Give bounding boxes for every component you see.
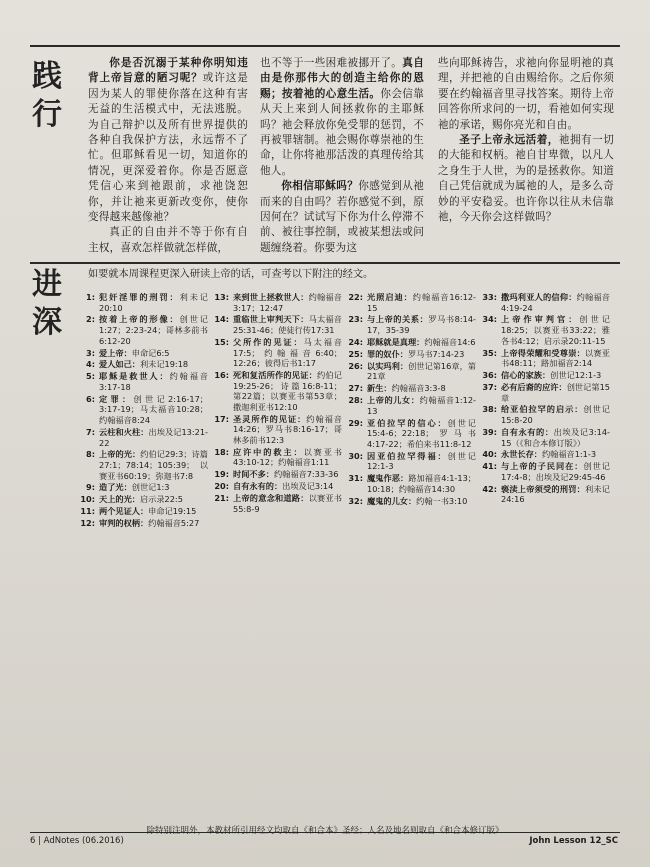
reference-number: 29: [348,417,363,428]
reference-topic: 魔鬼作恶： [367,473,409,484]
reference-topic: 应许中的救主： [233,446,304,457]
reference-number: 33: [482,292,497,302]
reference-topic: 天上的光： [99,494,140,505]
reference-item [346,314,476,335]
body-text: 你会信靠从天上来到人间拯救你的主耶稣吗？祂会释放你免受罪的惩罚，不再被罪辖制。祂会赐你尊崇祂的生命，让你将祂那活泼的真理传给其他人。 [260,87,424,177]
reference-topic: 必有后裔的应许： [501,381,567,392]
emphasis-text: 圣子上帝永远活着， [459,134,559,147]
reference-body [367,418,476,450]
reference-verses: 利未记24:16 [501,483,610,505]
reference-number: 16: [214,370,229,381]
reference-body [99,292,208,313]
reference-verses: 以赛亚书55:8-9 [233,493,342,514]
reference-verses: 创世记18:25；以赛亚书33:22；雅各书4:12；启示录20:11-15 [501,314,610,346]
reference-number: 32: [348,495,363,506]
reference-body [99,449,208,481]
reference-item [78,449,208,481]
reference-body [367,349,476,360]
reference-verses: 启示录22:5 [139,494,183,505]
reference-topic: 爱上帝： [99,347,132,358]
reference-body [501,461,610,482]
reference-item [480,404,610,425]
reference-topic: 父所作的见证： [233,336,304,347]
reference-body [233,370,342,412]
section-divider [30,262,620,264]
reference-number: 38: [482,404,497,415]
reference-body [99,506,208,517]
reference-item [346,395,476,416]
reference-item [212,493,342,514]
section-title-practice [30,58,64,134]
reference-body [233,314,342,335]
body-text: 也不等于一些困难被挪开了。 [260,57,403,69]
reference-item [480,370,610,381]
body-text: 真正的自由并不等于你有自主权，喜欢怎样做就怎样做， [88,226,248,254]
reference-verses: 约翰福音4:19-24 [501,292,610,313]
reference-number: 27: [348,383,363,394]
reference-body [501,449,610,460]
reference-item [480,348,610,369]
reference-column-3 [346,292,476,508]
reference-body [501,314,610,346]
reference-verses: 创世记1:3 [131,482,170,493]
reference-number: 14: [214,314,229,325]
reference-verses: 约翰福音3:17-18 [99,371,208,392]
reference-number: 26: [348,360,363,371]
reference-topic: 耶稣是救世人： [99,371,170,382]
reference-verses: 约翰福音16:12-15 [367,292,476,313]
reference-topic: 信心的家族： [501,370,551,381]
reference-verses: 以赛亚书48:11；路加福音2:14 [501,347,610,369]
reference-body [233,292,342,313]
reference-item [212,469,342,480]
reference-topic: 亚伯拉罕的信心： [367,417,448,428]
reference-item [212,447,342,468]
reference-item [480,382,610,403]
reference-body [501,484,610,505]
reference-topic: 给亚伯拉罕的启示： [501,404,584,415]
reference-body [501,370,610,381]
emphasis-text: 你相信耶稣吗？ [281,180,359,193]
reference-number: 40: [482,449,497,460]
reference-number: 2: [86,314,95,325]
reference-item [346,451,476,472]
reference-topic: 两个见证人： [99,506,149,517]
reference-verses: 约翰福音1:1-3 [541,449,597,460]
reference-verses: 约伯记19:25-26；诗篇16:8-11；第22篇；以赛亚书第53章；撒迦利亚书12:10 [233,370,342,412]
reference-verses: 约翰福音14:26；罗马书8:16-17；哥林多前书12:3 [233,413,342,445]
reference-body [367,395,476,416]
reference-verses: 马太福音17:5；约翰福音6:40；12:26；彼得后书1:17 [233,336,342,369]
reference-body [367,451,476,472]
reference-item [480,314,610,346]
reference-body [99,371,208,392]
reference-body [99,314,208,346]
reference-item [78,427,208,448]
reference-topic: 撒玛利亚人的信仰： [501,292,577,302]
practice-column-3 [438,56,614,225]
reference-item [78,518,208,529]
reference-column-2 [212,292,342,516]
reference-verses: 马太福音25:31-46；使徒行传17:31 [233,314,342,336]
reference-item [78,314,208,346]
section-title-char: 深 [32,305,62,340]
reference-number: 8: [86,449,95,460]
reference-item [78,359,208,370]
reference-topic: 永世长存： [501,449,542,460]
reference-item [212,314,342,335]
reference-number: 30: [348,450,363,461]
reference-verses: 出埃及记13:21-22 [99,426,208,448]
reference-number: 6: [86,393,95,404]
reference-topic: 云柱和火柱： [99,426,149,437]
body-text: 祂拥有一切的大能和权柄。祂自甘卑微，以凡人之身生于人世，为的是拯救你。知道自己凭信就成为属祂的人，是多么奇妙的平安稳妥。也许你以往从未信靠祂，今天你会这样做吗？ [438,134,614,224]
reference-topic: 时间不多： [233,469,274,480]
reference-item [78,292,208,313]
reference-body [367,496,476,507]
reference-item [480,449,610,460]
reference-item [480,484,610,505]
reference-verses: 创世记15:4-6；22:18；罗马书4:17-22；希伯来书11:8-12 [367,417,476,449]
page-number-footer: 6 | AdNotes (06.2016) [30,836,124,846]
reference-topic: 按着上帝的形像： [99,314,180,325]
reference-number: 22: [348,292,363,302]
reference-item [78,506,208,517]
reference-number: 1: [86,292,95,302]
reference-topic: 造了光： [99,482,132,493]
reference-item [480,461,610,482]
reference-topic: 罪的奴仆： [367,348,408,359]
reference-item [212,481,342,492]
reference-item [212,414,342,446]
reference-item [78,348,208,359]
reference-number: 35: [482,347,497,358]
reference-body [501,382,610,403]
reference-number: 9: [86,482,95,493]
reference-verses: 创世记1:27；2:23-24；哥林多前书6:12-20 [99,314,208,346]
reference-item [78,394,208,426]
reference-number: 42: [482,483,497,494]
reference-body [367,361,476,382]
reference-topic: 上帝的意念和道路： [233,493,309,504]
reference-item [78,371,208,392]
reference-verses: 约翰福音5:27 [148,518,200,529]
reference-number: 20: [214,481,229,492]
reference-topic: 自有永有的： [501,426,554,437]
reference-number: 11: [80,506,95,517]
emphasis-text: 你是否沉溺于某种你明知违背上帝旨意的陋习呢？ [88,57,248,85]
reference-verses: 创世记2:16-17；3:17-19；马太福音10:28；约翰福音8:24 [99,393,208,426]
paragraph [260,56,424,179]
body-text: 或许这是因为某人的罪使你落在这种有害无益的生活模式中，无法逃脱。为自己辩护以及所有世界提供的各种自我保护方法，永远帮不了忙。但耶稣看见一切，知道你的情况，更深爱着你。你是否愿意凭信心来到祂跟前，求祂饶恕你，并让祂来更新改变你，使你变得越来越像祂？ [88,72,248,224]
reference-body [367,337,476,348]
reference-verses: 约翰福音3:17；12:47 [233,292,342,313]
reference-topic: 新生： [367,383,392,394]
reference-topic: 上帝的光： [99,449,141,460]
reference-body [233,337,342,369]
deeper-intro: 如要就本周课程更深入研读上帝的话，可查考以下附注的经文。 [88,269,374,280]
reference-body [501,292,610,313]
reference-verses: 出埃及记3:14 [282,481,334,492]
reference-verses: 约翰福音14:6 [424,336,476,347]
practice-column-1 [88,56,248,256]
reference-topic: 与上帝的子民同在： [501,461,584,472]
reference-number: 24: [348,336,363,347]
reference-verses: 以赛亚书43:10-12；约翰福音1:11 [233,446,342,468]
body-text: 些向耶稣祷告，求祂向你显明祂的真理，并把祂的自由赐给你。之后你须要在约翰福音里寻找答案。期待上帝回答你所求问的一切，看祂如何实现祂的承诺，赐你亮光和自由。 [438,57,614,131]
reference-body [367,473,476,494]
reference-topic: 与上帝的关系： [367,314,429,325]
reference-topic: 犯奸淫罪的刑罚： [99,292,180,302]
reference-number: 17: [214,413,229,424]
reference-number: 4: [86,359,95,370]
reference-topic: 光照启迪： [367,292,413,302]
reference-topic: 爱人如己： [99,359,140,370]
reference-item [346,496,476,507]
reference-item [212,292,342,313]
reference-verses: 约翰一书3:10 [416,495,468,506]
reference-topic: 亵渎上帝须受的刑罚： [501,483,585,494]
reference-topic: 死和复活所作的见证： [233,370,317,381]
scripture-source-note: 除特别注明外，本教材所引用经文均取自《和合本》圣经；人名及地名则取自《和合本修订版》 [146,826,504,836]
reference-verses: 利未记19:18 [139,359,189,370]
reference-verses: 创世记17:4-8；出埃及记29:45-46 [501,461,610,482]
reference-topic: 因亚伯拉罕得福： [367,450,448,461]
reference-body [501,427,610,448]
reference-verses: 约翰福音3:3-8 [391,383,446,394]
reference-verses: 约翰福音1:12-13 [367,395,476,416]
reference-verses: 创世记15:8-20 [501,404,610,426]
reference-number: 28: [348,395,363,406]
reference-body [367,292,476,313]
reference-body [99,518,208,529]
reference-number: 31: [348,473,363,484]
reference-item [346,473,476,494]
reference-topic: 上帝得荣耀和受尊崇： [501,347,585,358]
reference-verses: 路加福音4:1-13；10:18；约翰福音14:30 [367,473,476,494]
paragraph [260,179,424,256]
reference-body [367,383,476,394]
reference-item [346,349,476,360]
reference-body [99,348,208,359]
reference-body [99,394,208,426]
practice-column-2 [260,56,424,256]
reference-verses: 创世记第15章 [501,381,610,403]
reference-body [233,469,342,480]
reference-item [212,370,342,412]
reference-body [233,493,342,514]
reference-column-4 [480,292,610,506]
emphasis-text: 真自由是你那伟大的创造主给你的恩赐；按着祂的心意生活。 [260,57,424,100]
reference-number: 41: [482,461,497,472]
reference-item [346,361,476,382]
reference-body [233,481,342,492]
reference-number: 5: [86,371,95,382]
reference-item [346,383,476,394]
reference-body [99,427,208,448]
reference-topic: 以实玛利： [367,360,409,371]
section-title-char: 进 [32,267,62,302]
reference-number: 37: [482,381,497,392]
reference-number: 12: [80,518,95,529]
reference-number: 25: [348,348,363,359]
top-rule [30,45,620,47]
section-title-deeper [30,266,64,342]
reference-item [346,337,476,348]
reference-body [233,447,342,468]
reference-topic: 审判的权柄： [99,518,149,529]
reference-topic: 重临世上审判天下： [233,314,309,325]
reference-topic: 上帝的儿女： [367,395,420,406]
reference-topic: 耶稣就是真理： [367,336,425,347]
reference-verses: 出埃及记3:14-15（《和合本修订版》） [501,426,610,448]
reference-verses: 罗马书7:14-23 [407,348,465,359]
reference-number: 19: [214,469,229,480]
reference-number: 13: [214,292,229,302]
reference-body [99,494,208,505]
reference-body [501,404,610,425]
reference-number: 23: [348,314,363,325]
reference-number: 34: [482,314,497,325]
reference-topic: 上帝作审判官： [501,314,580,325]
reference-number: 36: [482,370,497,381]
reference-item [480,427,610,448]
reference-verses: 约翰福音7:33-36 [273,469,339,480]
reference-number: 15: [214,336,229,347]
reference-verses: 申命记19:15 [148,506,197,517]
reference-item [78,494,208,505]
reference-verses: 罗马书8:14-17，35-39 [367,314,476,336]
reference-body [99,359,208,370]
reference-number: 7: [86,426,95,437]
reference-number: 39: [482,426,497,437]
reference-topic: 魔鬼的儿女： [367,495,417,506]
reference-topic: 来到世上拯救世人： [233,292,309,302]
reference-column-1 [78,292,208,530]
reference-item [480,292,610,313]
reference-verses: 申命记6:5 [131,347,170,358]
reference-item [346,292,476,313]
paragraph [88,56,248,225]
reference-body [501,348,610,369]
reference-verses: 利未记20:10 [99,292,208,313]
body-text: 你感觉到从祂而来的自由吗？若你感觉不到，原因何在？试试写下你为什么停滞不前、被往事控制，或被某想法或问题缠绕着。你要为这 [260,180,425,254]
reference-number: 10: [80,494,95,505]
reference-verses: 创世记12:1-3 [550,370,602,381]
reference-verses: 约伯记29:3；诗篇27:1；78:14；105:39；以赛亚书60:19；弥迦书7:8 [99,449,208,481]
section-title-char: 践 [32,59,62,94]
section-title-char: 行 [32,97,62,132]
reference-body [99,482,208,493]
paragraph [438,133,614,225]
reference-verses: 创世记12:1-3 [367,450,476,472]
paragraph [438,56,614,133]
reference-item [212,337,342,369]
reference-body [367,314,476,335]
paragraph [88,225,248,256]
reference-item [346,418,476,450]
reference-item [78,482,208,493]
reference-verses: 创世记第16章，第21章 [367,360,476,382]
reference-topic: 自有永有的： [233,481,283,492]
reference-topic: 圣灵所作的见证： [233,413,307,424]
reference-topic: 定罪： [99,393,134,404]
reference-number: 18: [214,446,229,457]
reference-number: 21: [214,493,229,504]
lesson-footer: John Lesson 12_SC [529,836,618,846]
reference-body [233,414,342,446]
reference-number: 3: [86,347,95,358]
